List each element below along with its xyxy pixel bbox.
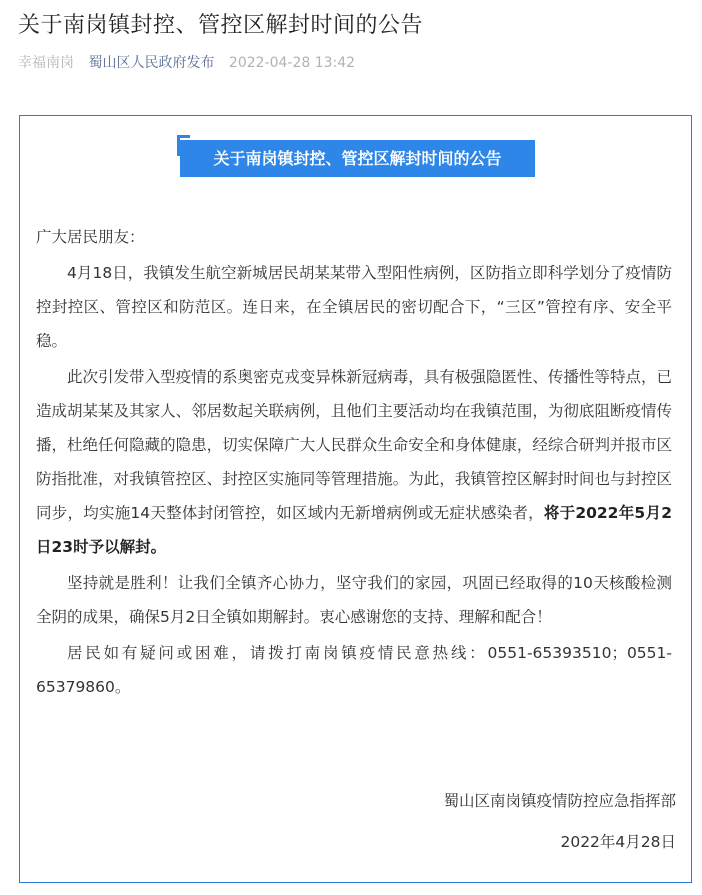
paragraph-2-bold: 将于2022年5月2日23时予以解封。 bbox=[36, 504, 672, 556]
article-meta bbox=[18, 52, 355, 72]
notice-banner-title: 关于南岗镇封控、管控区解封时间的公告 bbox=[180, 140, 535, 177]
publish-time: 2022-04-28 13:42 bbox=[228, 55, 356, 71]
article-title: 关于南岗镇封控、管控区解封时间的公告 bbox=[18, 13, 424, 38]
notice-body bbox=[36, 220, 672, 706]
notice-date: 2022年4月28日 bbox=[560, 833, 676, 851]
salutation: 广大居民朋友： bbox=[36, 228, 145, 246]
account-link[interactable]: 蜀山区人民政府发布 bbox=[88, 55, 215, 71]
paragraph-3: 坚持就是胜利！让我们全镇齐心协力，坚守我们的家园，巩固已经取得的10天核酸检测全阴的成果，确保5月2日全镇如期解封。衷心感谢您的支持、理解和配合！ bbox=[36, 574, 672, 626]
author-name: 幸福南岗 bbox=[18, 55, 74, 71]
paragraph-1: 4月18日，我镇发生航空新城居民胡某某带入型阳性病例，区防指立即科学划分了疫情防控封控区、管控区和防范区。连日来，在全镇居民的密切配合下，“三区”管控有序、安全平稳。 bbox=[36, 264, 672, 350]
paragraph-2-text: 此次引发带入型疫情的系奥密克戎变异株新冠病毒，具有极强隐匿性、传播性等特点，已造成胡某某及其家人、邻居数起关联病例，且他们主要活动均在我镇范围，为彻底阻断疫情传播，杜绝任何隐藏的隐患，切实保障广大人民群众生命安全和身体健康，经综合研判并报市区防指批准，对我镇管控区、封控区实施同等管理措施。为此，我镇管控区解封时间也与封控区同步，均实施14天整体封闭管控，如区域内无新增病例或无症状感染者， bbox=[36, 368, 672, 522]
paragraph-4: 居民如有疑问或困难，请拨打南岗镇疫情民意热线：0551-65393510；0551-65379860。 bbox=[36, 644, 672, 696]
paragraph-2 bbox=[36, 360, 672, 564]
signature: 蜀山区南岗镇疫情防控应急指挥部 bbox=[443, 792, 676, 810]
